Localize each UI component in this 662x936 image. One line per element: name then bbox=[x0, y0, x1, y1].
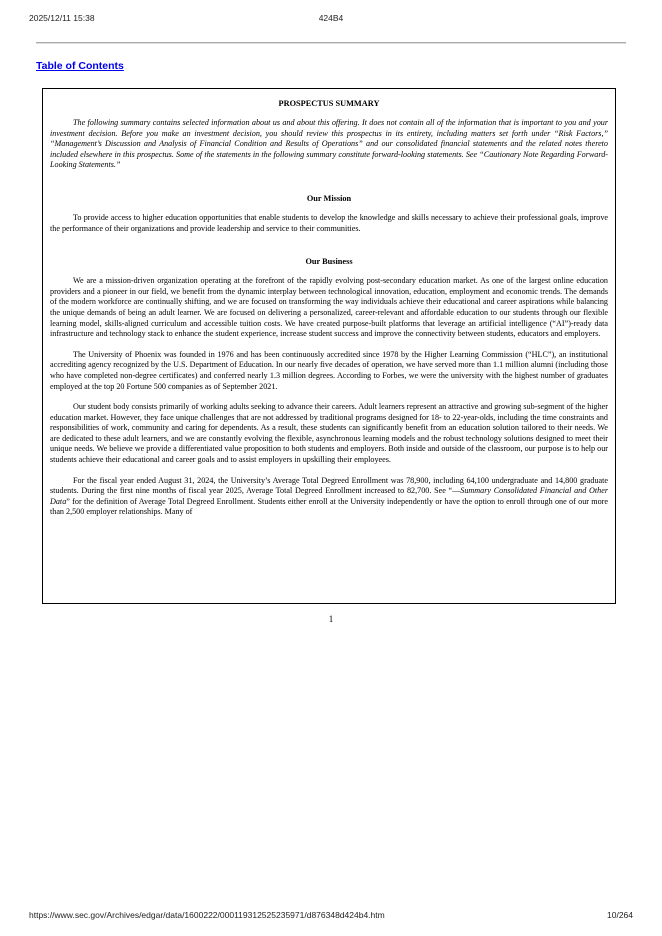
print-timestamp: 2025/12/11 15:38 bbox=[29, 13, 95, 23]
business-paragraph-2: The University of Phoenix was founded in 1976 and has been continuously accredited since 1978 by the Higher Learning Commission (“HLC”), an institutional accrediting agency recognized by the U.S. Department of Education. In our nearly five decades of operation, we have served more than 1.1 million alumni (including those who have completed non-degree certificates) and conferred nearly 1.3 million degrees. According to Forbes, we were the university with the highest number of graduates employed at the top 20 Fortune 500 companies as of September 2021. bbox=[50, 349, 608, 391]
page-number: 1 bbox=[328, 614, 334, 624]
business-p4-start: For the fiscal year ended August 31, 2024, the University’s Average Total Degreed Enrollment was 78,900, including 64,100 undergraduate and 14,800 graduate students. During the first nine months of fiscal year 2025, Average Total Degreed Enrollment increased to 82,700. See “— bbox=[50, 475, 608, 496]
source-url: https://www.sec.gov/Archives/edgar/data/1600222/000119312525235971/d876348d424b4.htm bbox=[29, 910, 385, 920]
prospectus-summary-box bbox=[42, 88, 616, 604]
business-heading: Our Business bbox=[305, 257, 353, 267]
summary-data-reference: Summary Consolidated Financial and Other Data bbox=[50, 486, 608, 506]
mission-heading: Our Mission bbox=[306, 193, 352, 203]
document-type: 424B4 bbox=[318, 13, 344, 23]
mission-paragraph: To provide access to higher education opportunities that enable students to develop the knowledge and skills necessary to achieve their professional goals, improve the performance of their organizations and provide leadership and service to their communities. bbox=[50, 212, 608, 233]
header-divider bbox=[36, 42, 626, 44]
table-of-contents-link[interactable]: Table of Contents bbox=[36, 60, 124, 72]
business-paragraph-4 bbox=[50, 476, 608, 518]
page-count: 10/264 bbox=[607, 910, 633, 920]
business-paragraph-3: Our student body consists primarily of working adults seeking to advance their careers. Adult learners represent an attractive and growing sub-segment of the higher education market. However, they face unique challenges that are not addressed by traditional programs designed for 18- to 22-year-olds, including the time constraints and responsibilities of work, community and caring for dependents. As a result, these students can significantly benefit from an education solution tailored to their needs. We are dedicated to these adult learners, and we are constantly evolving the flexible, asynchronous learning models and the robust technology solutions designed to meet their unique needs. We believe we provide a differentiated value proposition to both students and employers. Both inside and outside of the classroom, our purpose is to help our students achieve their educational and career goals and to assist employers in upskilling their employees. bbox=[50, 402, 608, 465]
business-p4-end: ” for the definition of Average Total Degreed Enrollment. Students either enroll at the University independently or have the option to enroll through one of our more than 2,500 employer relationships. Many of bbox=[50, 496, 608, 517]
section-title: PROSPECTUS SUMMARY bbox=[278, 99, 380, 108]
intro-paragraph: The following summary contains selected information about us and about this offering. It does not contain all of the information that is important to you and your investment decision. Before you make an investment decision, you should review this prospectus in its entirety, including matters set forth under “Risk Factors,” “Management’s Discussion and Analysis of Financial Condition and Results of Operations” and our consolidated financial statements and the related notes thereto included elsewhere in this prospectus. Some of the statements in the following summary constitute forward-looking statements. See “Cautionary Note Regarding Forward-Looking Statements.” bbox=[50, 118, 608, 170]
business-paragraph-1: We are a mission-driven organization operating at the forefront of the rapidly evolving post-secondary education market. As one of the largest online education providers and a pioneer in our field, we benefit from the dynamic interplay between technological innovation, education, employment and economic trends. The demands of the modern workforce are continually shifting, and we are focused on transforming the way individuals achieve their educational and career aspirations while balancing the unique demands of being an adult learner. We are focused on delivering a personalized, career-relevant and affordable education to our students through our flexible learning model, skills-aligned curriculum and accessible tuition costs. We have created purpose-built platforms that leverage an artificial intelligence (“AI”)-ready data infrastructure and technology stack to enhance the student experience, increase student success and improve the connectivity between students, educators and employers. bbox=[50, 276, 608, 339]
